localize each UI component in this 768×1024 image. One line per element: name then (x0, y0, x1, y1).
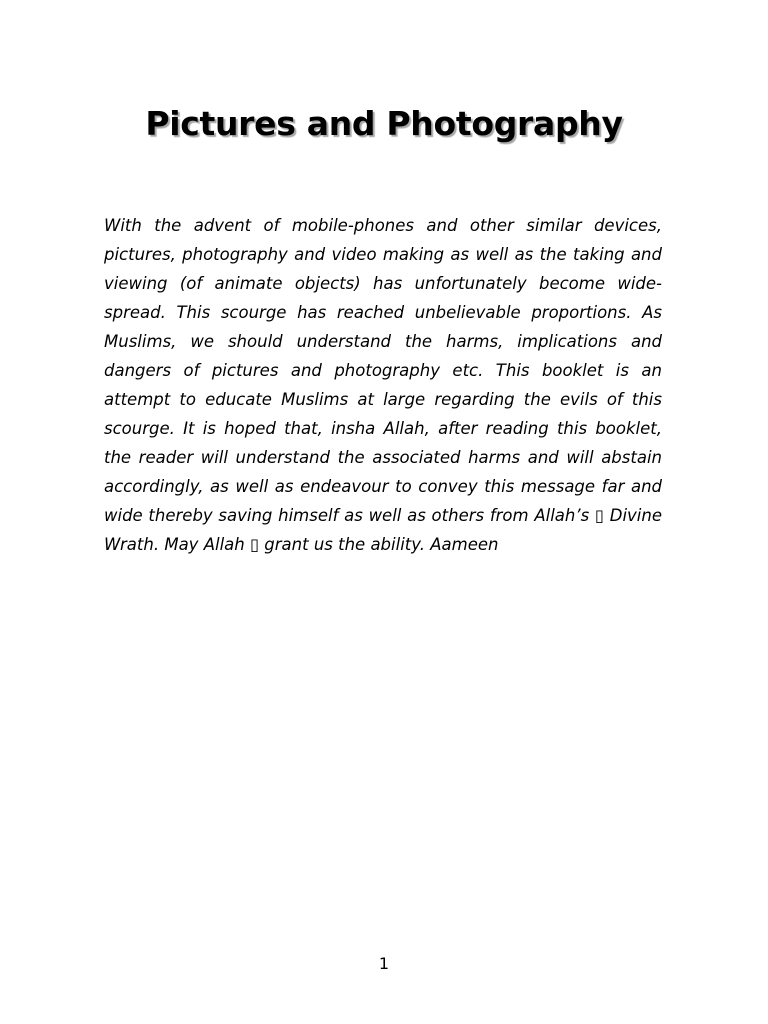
page-number: 1 (378, 954, 390, 973)
page-title: Pictures and Photography (145, 104, 623, 143)
body-paragraph: With the advent of mobile-phones and other similar devices, pictures, photography and video making as well as the taking and viewing (of animate objects) has unfortunately become wide-spread. This scourge has reached unbelievable proportions. As Muslims, we should understand the harms, implications and dangers of pictures and photography etc. This booklet is an attempt to educate Muslims at large regarding the evils of this scourge. It is hoped that, insha Allah, after reading this booklet, the reader will understand the associated harms and will abstain accordingly, as well as endeavour to convey this message far and wide thereby saving himself as well as others from Allah’s ▯ Divine Wrath. May Allah ▯ grant us the ability. Aameen (104, 216, 662, 554)
